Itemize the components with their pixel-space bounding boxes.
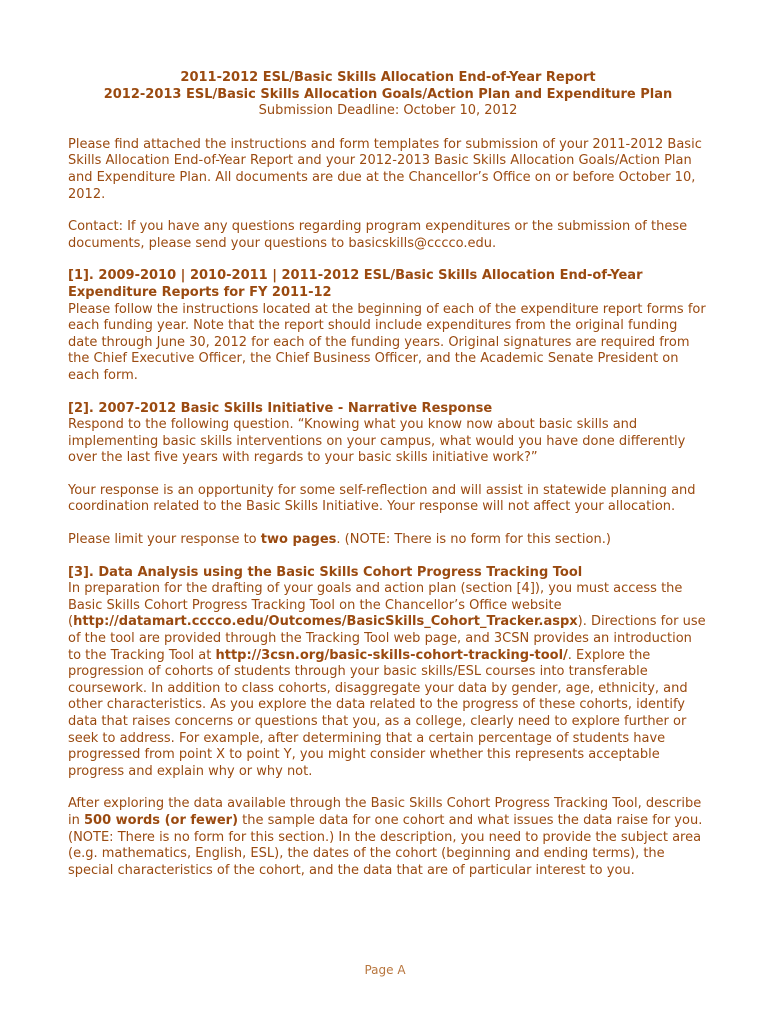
section-3-paragraph-1 [68,581,708,780]
section-3 [68,565,708,880]
section-2-title: [2]. 2007-2012 Basic Skills Initiative - Narrative Response [68,400,493,416]
section-1 [68,268,708,384]
section-1-title: [1]. 2009-2010 | 2010-2011 | 2011-2012 ESL/Basic Skills Allocation End-of-Year Expenditure Reports for FY 2011-12 [68,268,643,300]
limit-text-post: . (NOTE: There is no form for this section.) [336,532,611,548]
limit-pages: two pages [260,532,337,548]
intro-paragraph: Please find attached the instructions and form templates for submission of your 2011-2012 Basic Skills Allocation End-of-Year Report and your 2012-2013 Basic Skills Allocation Goals/Action Plan and Expenditure Plan. All documents are due at the Chancellor’s Office on or before October 10, 2012. [68,136,702,202]
s3-text-c: . Explore the progression of cohorts of students through your basic skills/ESL courses into transferable coursework. In addition to class cohorts, disaggregate your data by gender, age, ethnicity, and other characteristics. As you explore the data related to the progress of these cohorts, identify data that raises concerns or questions that you, as a college, clearly need to explore further or seek to address. For example, after determining that a certain percentage of students have progressed from point X to point Y, you might consider whether this represents acceptable progress and explain why or why not. [68,647,688,779]
section-2-question: Respond to the following question. “Knowing what you know now about basic skills and implementing basic skills interventions on your campus, what would you have done differently over the last five years with regards to your basic skills initiative work?” [68,417,686,466]
plan-title: 2012-2013 ESL/Basic Skills Allocation Goals/Action Plan and Expenditure Plan [103,86,673,102]
contact-paragraph: Contact: If you have any questions regarding program expenditures or the submission of these documents, please send your questions to basicskills@cccco.edu. [68,219,688,251]
s3-p2-text-b: the sample data for one cohort and what issues the data raise for you. (NOTE: There is no form for this section.) In the description, you need to provide the subject area (e.g. mathematics, English, ESL), the dates of the cohort (beginning and ending terms), the special characteristics of the cohort, and the data that are of particular interest to you. [68,812,703,878]
s3-text-a: In preparation for the drafting of your goals and action plan (section [4]), you must access the Basic Skills Cohort Progress Tracking Tool on the Chancellor’s Office website ( [68,581,683,630]
s3-text-b: ). Directions for use of the tool are provided through the Tracking Tool web page, and 3CSN provides an introduction to the Tracking Tool at [68,614,706,663]
word-limit: 500 words (or fewer) [83,812,239,828]
submission-deadline: Submission Deadline: October 10, 2012 [258,103,518,119]
section-3-paragraph-2 [68,796,708,879]
document-page [68,70,708,895]
document-header [68,70,708,120]
section-3-title: [3]. Data Analysis using the Basic Skills Cohort Progress Tracking Tool [68,564,583,580]
section-2-note: Your response is an opportunity for some self-reflection and will assist in statewide planning and coordination related to the Basic Skills Initiative. Your response will not affect your allocation. [68,482,696,515]
section-1-body: Please follow the instructions located at the beginning of each of the expenditure report forms for each funding year. Note that the report should include expenditures from the original funding date through June 30, 2012 for each of the funding years. Original signatures are required from the Chief Executive Officer, the Chief Business Officer, and the Academic Senate President on each form. [68,301,706,383]
s3-p2-text-a: After exploring the data available through the Basic Skills Cohort Progress Tracking Tool, describe in [68,796,702,828]
section-2-limit [68,532,708,549]
datamart-link[interactable]: http://datamart.cccco.edu/Outcomes/BasicSkills_Cohort_Tracker.aspx [73,614,578,630]
3csn-link[interactable]: http://3csn.org/basic-skills-cohort-tracking-tool/ [215,647,568,663]
page-footer: Page A [364,963,406,977]
report-title: 2011-2012 ESL/Basic Skills Allocation End-of-Year Report [180,70,596,85]
limit-text-pre: Please limit your response to [68,532,261,548]
section-2 [68,401,708,549]
